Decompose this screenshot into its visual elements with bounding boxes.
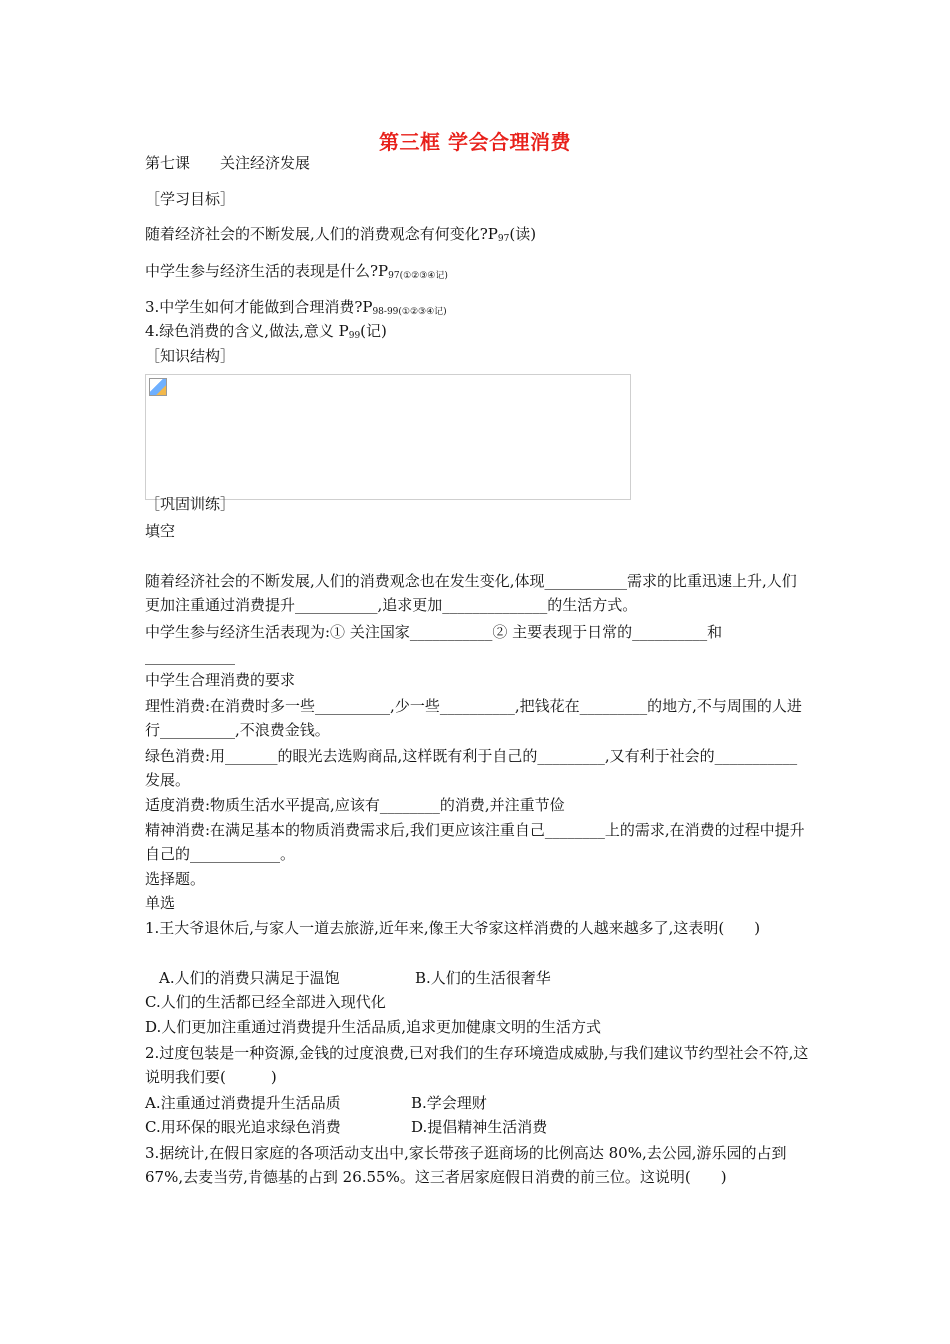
q2-option-c: C.用环保的眼光追求绿色消费 <box>145 1118 341 1136</box>
question-3: 3.据统计,在假日家庭的各项活动支出中,家长带孩子逛商场的比例高达 80%,去公园,游乐园的占到 67%,去麦当劳,肯德基的占到 26.55%。这三者居家庭假日消费的前三位。这说明( ) <box>145 1144 787 1186</box>
fill-paragraph: 中学生参与经济生活表现为:① 关注国家___________② 主要表现于日常的__________和____________ <box>145 623 723 665</box>
objective-item: 中学生参与经济生活的表现是什么$?P_{97(①②③④记)}$ <box>145 262 448 281</box>
q1-option-a: A.人们的消费只满足于温饱 <box>159 969 340 987</box>
fill-paragraph: 绿色消费:用_______的眼光去选购商品,这样既有利于自己的_________,又有利于社会的___________发展。 <box>145 747 798 789</box>
question-1: 1.王大爷退休后,与家人一道去旅游,近年来,像王大爷家这样消费的人越来越多了,这表明( ) <box>145 919 761 937</box>
objectives-label: ［学习目标］ <box>145 190 236 208</box>
choice-label: 选择题。 <box>145 870 206 888</box>
question-2: 2.过度包装是一种资源,金钱的过度浪费,已对我们的生存环境造成威胁,与我们建议节约型社会不符,这说明我们要( ) <box>145 1044 809 1086</box>
q1-option-c: C.人们的生活都已经全部进入现代化 <box>145 993 386 1011</box>
q2-option-d: D.提倡精神生活消费 <box>411 1118 548 1136</box>
fill-paragraph: 随着经济社会的不断发展,人们的消费观念也在发生变化,体现___________需求的比重迅速上升,人们更加注重通过消费提升___________,追求更加______________的生活方式。 <box>145 572 797 614</box>
q2-option-a: A.注重通过消费提升生活品质 <box>145 1094 341 1112</box>
lesson-heading: 第七课 关注经济发展 <box>145 154 311 172</box>
objective-item: 3.中学生如何才能做到合理消费$?P_{98-99(①②③④记)}$ <box>145 298 447 317</box>
q1-option-d: D.人们更加注重通过消费提升生活品质,追求更加健康文明的生活方式 <box>145 1018 602 1036</box>
single-choice-label: 单选 <box>145 894 176 912</box>
objective-item: 4.绿色消费的含义,做法,意义 $P_{99}$(记) <box>145 322 387 341</box>
q2-option-b: B.学会理财 <box>411 1094 487 1112</box>
practice-label: ［巩固训练］ <box>145 495 236 513</box>
objective-item: 随着经济社会的不断发展,人们的消费观念有何变化$?P_{97}$(读) <box>145 225 537 244</box>
page-title: 第三框 学会合理消费 <box>379 130 571 154</box>
fill-paragraph: 精神消费:在满足基本的物质消费需求后,我们更应该注重自己________上的需求,在消费的过程中提升自己的____________。 <box>145 821 805 863</box>
fill-label: 填空 <box>145 522 176 540</box>
broken-image-icon <box>149 378 167 396</box>
fill-paragraph: 理性消费:在消费时多一些__________,少一些__________,把钱花在_________的地方,不与周围的人进行__________,不浪费金钱。 <box>145 697 802 739</box>
knowledge-structure-image <box>145 374 631 500</box>
q1-option-b: B.人们的生活很奢华 <box>415 969 551 987</box>
fill-paragraph: 适度消费:物质生活水平提高,应该有________的消费,并注重节俭 <box>145 796 565 814</box>
structure-label: ［知识结构］ <box>145 347 236 365</box>
fill-paragraph: 中学生合理消费的要求 <box>145 671 296 689</box>
